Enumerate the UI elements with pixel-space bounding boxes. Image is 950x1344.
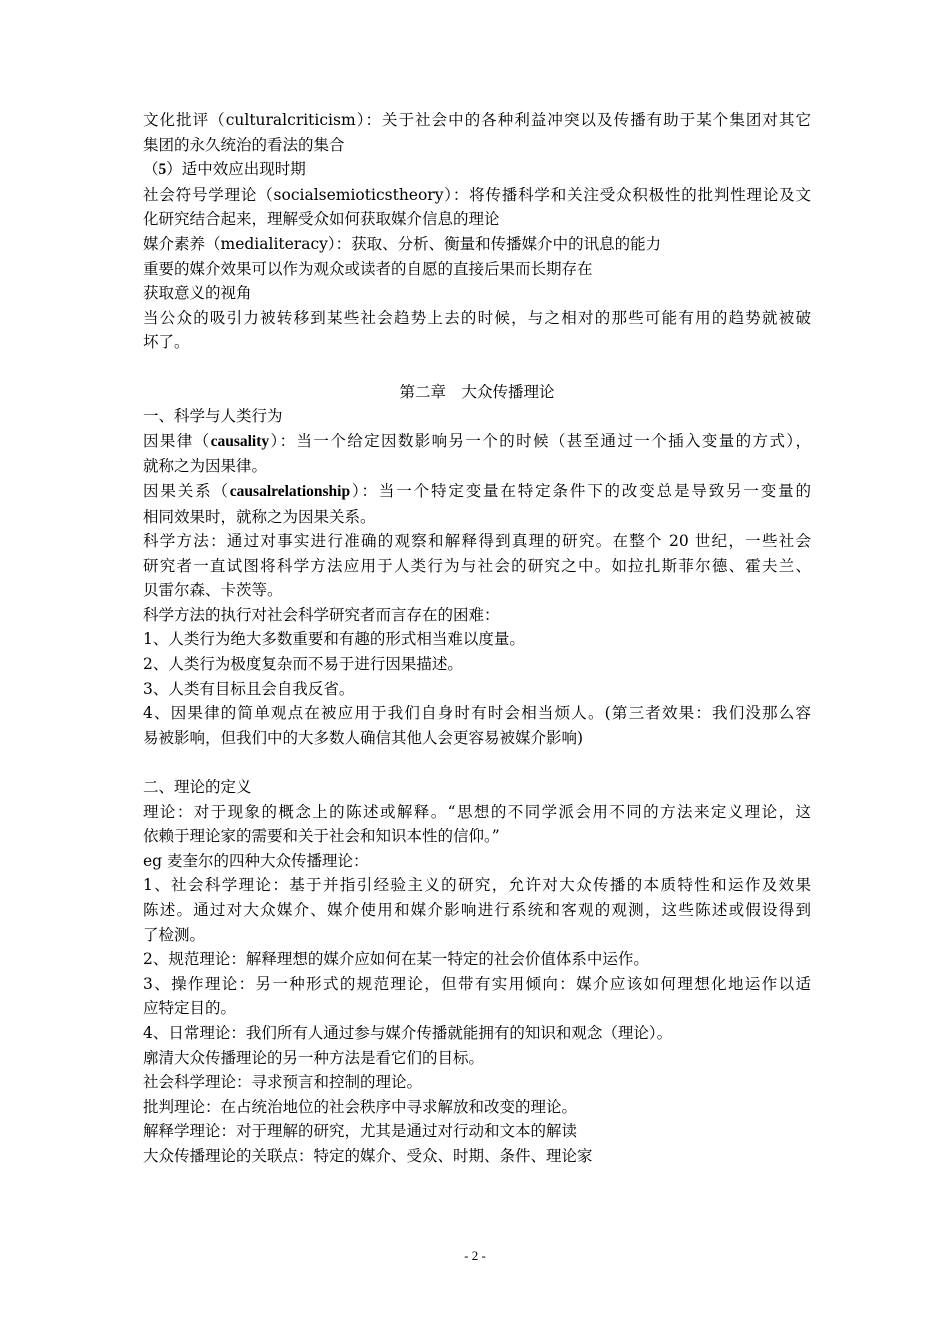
bold-term: causality (210, 432, 270, 450)
section-heading: 一、科学与人类行为 (143, 407, 283, 426)
paragraph-line: 就称之为因果律。 (143, 457, 268, 476)
paragraph-line: 理论：对于现象的概念上的陈述或解释。“思想的不同学派会用不同的方法来定义理论，这 (143, 802, 811, 821)
list-item: 2、人类行为极度复杂而不易于进行因果描述。 (143, 655, 463, 674)
list-item: 4、日常理论：我们所有人通过参与媒介传播就能拥有的知识和观念（理论）。 (143, 1023, 673, 1042)
paragraph-line (143, 429, 811, 455)
paragraph-line: 当公众的吸引力被转移到某些社会趋势上去的时候，与之相对的那些可能有用的趋势就被破 (143, 308, 811, 327)
paragraph-line: 批判理论：在占统治地位的社会秩序中寻求解放和改变的理论。 (143, 1097, 578, 1116)
text-span: 因果律（ (143, 431, 211, 450)
list-item: 了检测。 (143, 925, 206, 944)
paragraph-line: 化研究结合起来，理解受众如何获取媒介信息的理论 (143, 210, 500, 229)
list-item: 1、人类行为绝大多数重要和有趣的形式相当难以度量。 (143, 630, 525, 649)
bold-term: causalrelationship (229, 482, 351, 500)
paragraph-line: 贝雷尔森、卡茨等。 (143, 581, 283, 600)
paragraph-line: 社会符号学理论（socialsemioticstheory）：将传播科学和关注受众积极性的批判性理论及文 (143, 185, 811, 204)
list-item: 2、规范理论：解释理想的媒介应如何在某一特定的社会价值体系中运作。 (143, 950, 649, 969)
paragraph-line: 获取意义的视角 (143, 284, 252, 303)
text-span: ）：当一个特定变量在特定条件下的改变总是导致另一变量的 (350, 481, 811, 500)
list-item: 易被影响，但我们中的大多数人确信其他人会更容易被媒介影响) (143, 728, 584, 747)
list-item: 4、因果律的简单观点在被应用于我们自身时有时会相当烦人。(第三者效果：我们没那么容 (143, 704, 811, 723)
chapter-title: 第二章 大众传播理论 (399, 382, 555, 401)
list-item: 1、社会科学理论：基于并指引经验主义的研究，允许对大众传播的本质特性和运作及效果 (143, 876, 811, 895)
text-span: ）：当一个给定因数影响另一个的时候（甚至通过一个插入变量的方式）， (269, 431, 811, 450)
list-item: 应特定目的。 (143, 999, 237, 1018)
list-item: 3、人类有目标且会自我反省。 (143, 679, 355, 698)
paragraph-line: 相同效果时，就称之为因果关系。 (143, 507, 376, 526)
paragraph-line: 解释学理论：对于理解的研究，尤其是通过对行动和文本的解读 (143, 1122, 578, 1141)
list-item: 3、操作理论：另一种形式的规范理论，但带有实用倾向：媒介应该如何理想化地运作以适 (143, 974, 811, 993)
paragraph-line (143, 157, 811, 183)
paragraph-line: 重要的媒介效果可以作为观众或读者的自愿的直接后果而长期存在 (143, 259, 593, 278)
paragraph-line (143, 479, 811, 505)
paragraph-line: 坏了。 (143, 333, 190, 352)
paragraph-line: 媒介素养（medialiteracy）：获取、分析、衡量和传播媒介中的讯息的能力 (143, 234, 662, 253)
paragraph-line: 社会科学理论：寻求预言和控制的理论。 (143, 1073, 423, 1092)
paragraph-line: 廓清大众传播理论的另一种方法是看它们的目标。 (143, 1048, 485, 1067)
text-span: 因果关系（ (143, 481, 230, 500)
blank-line (143, 355, 811, 380)
paragraph-line: eg 麦奎尔的四种大众传播理论： (143, 851, 369, 870)
paragraph-line: 研究者一直试图将科学方法应用于人类行为与社会的研究之中。如拉扎斯菲尔德、霍夫兰、 (143, 556, 811, 575)
paragraph-line: 集团的永久统治的看法的集合 (143, 135, 345, 154)
paragraph-line: 大众传播理论的关联点：特定的媒介、受众、时期、条件、理论家 (143, 1146, 593, 1165)
list-item: 陈述。通过对大众媒介、媒介使用和媒介影响进行系统和客观的观测，这些陈述或假设得到 (143, 901, 811, 919)
document-page (143, 108, 811, 1169)
paragraph-line: 科学方法：通过对事实进行准确的观察和解释得到真理的研究。在整个 20 世纪，一些社会 (143, 532, 811, 551)
page-number: - 2 - (464, 1248, 486, 1263)
blank-line (143, 750, 811, 775)
text-span: ）适中效应出现时期 (166, 160, 306, 179)
paragraph-line: 文化批评（culturalcriticism）：关于社会中的各种利益冲突以及传播有助于某个集团对其它 (143, 111, 811, 129)
bold-number: 5 (158, 161, 167, 179)
text-span: （ (143, 160, 159, 179)
section-heading: 二、理论的定义 (143, 778, 252, 797)
paragraph-line: 依赖于理论家的需要和关于社会和知识本性的信仰。” (143, 827, 500, 846)
paragraph-line: 科学方法的执行对社会科学研究者而言存在的困难： (143, 605, 500, 624)
